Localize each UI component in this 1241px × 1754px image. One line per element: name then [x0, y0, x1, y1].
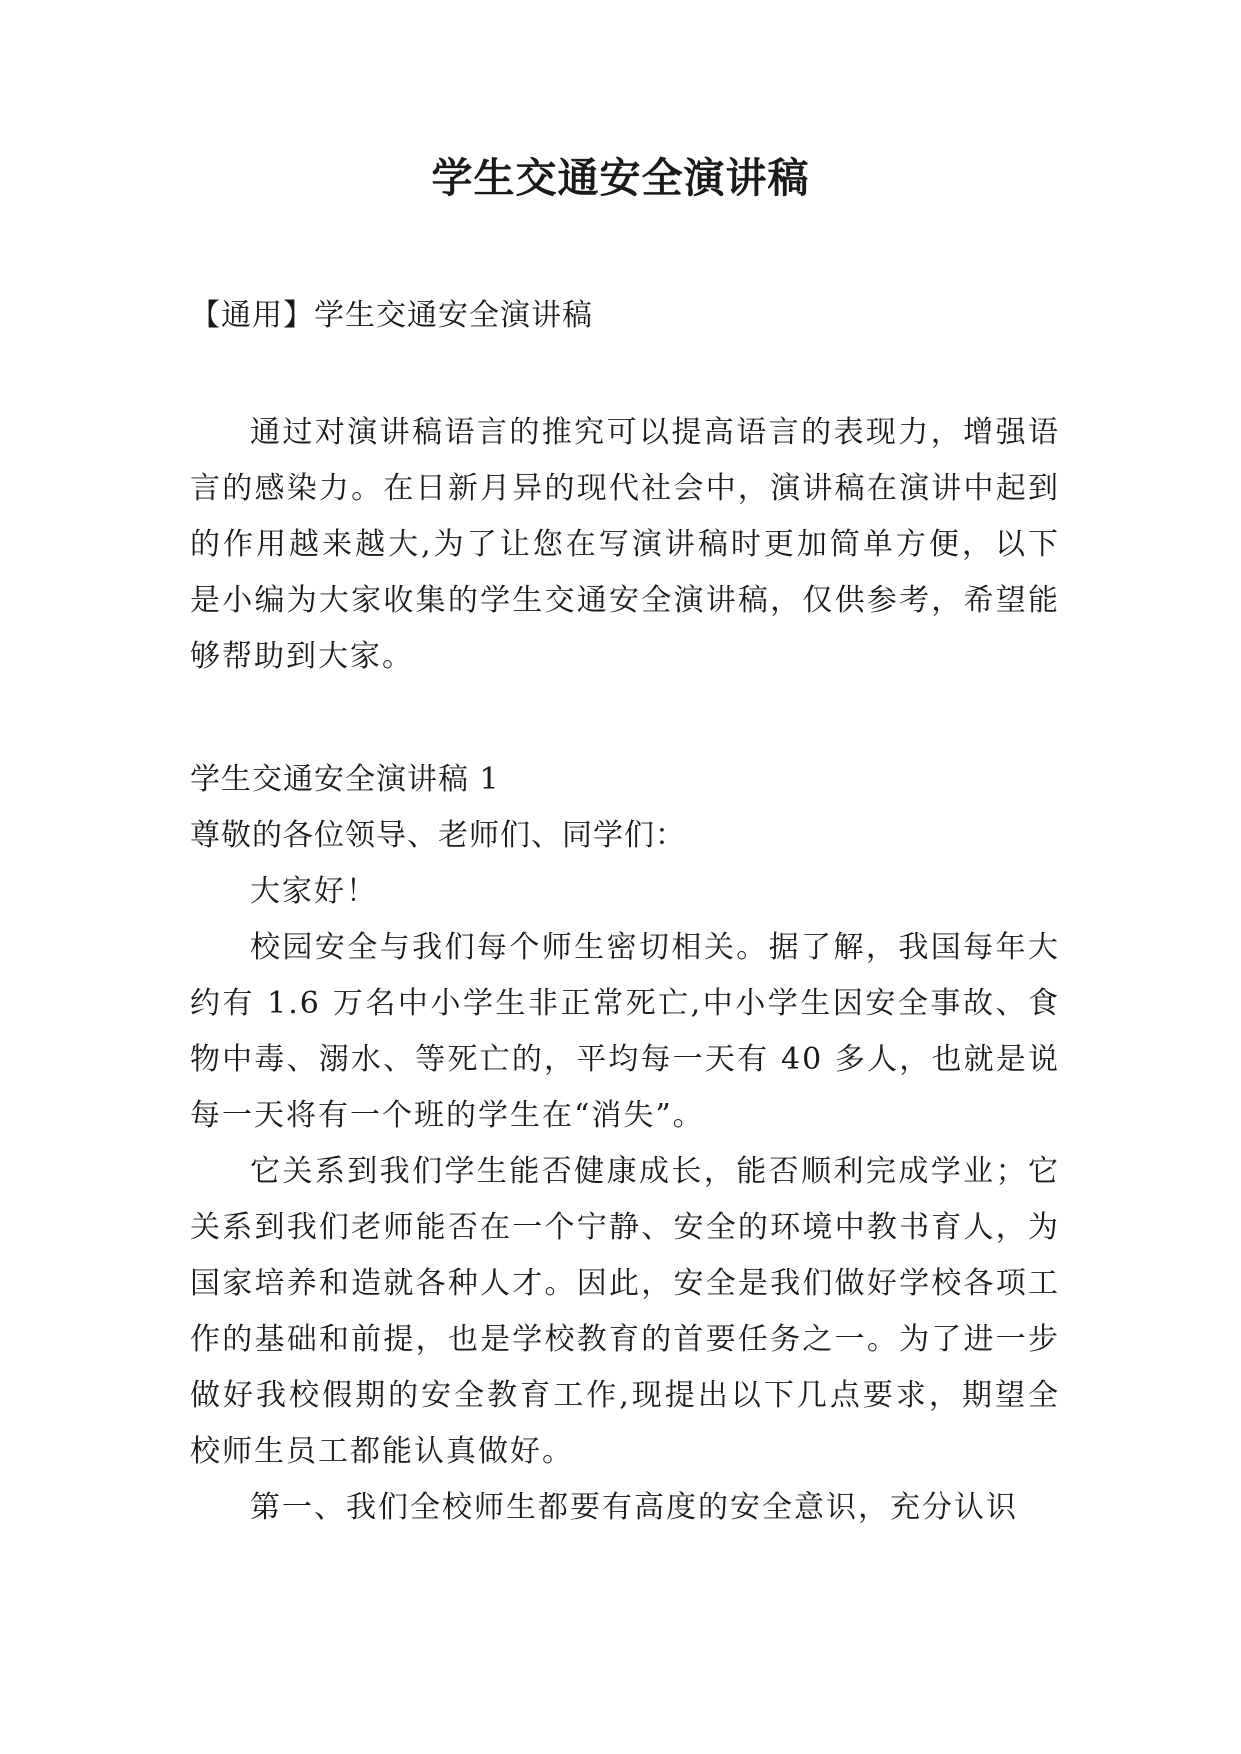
salutation: 尊敬的各位领导、老师们、同学们： — [190, 818, 686, 853]
document-subtitle: 【通用】学生交通安全演讲稿 — [190, 298, 593, 333]
document-title: 学生交通安全演讲稿 — [431, 154, 810, 202]
speech-content — [190, 752, 1060, 1536]
greeting-paragraph: 大家好！ — [250, 874, 378, 909]
body-paragraph: 校园安全与我们每个师生密切相关。据了解，我国每年大约有 1.6 万名中小学生非正常死亡,中小学生因安全事故、食物中毒、溺水、等死亡的，平均每一天有 40 多人，也就是说每一天将有一个班的学生在“消失”。 — [190, 930, 1060, 1133]
body-paragraph: 第一、我们全校师生都要有高度的安全意识，充分认识 — [250, 1490, 1018, 1525]
body-paragraph: 它关系到我们学生能否健康成长，能否顺利完成学业；它关系到我们老师能否在一个宁静、安全的环境中教书育人，为国家培养和造就各种人才。因此，安全是我们做好学校各项工作的基础和前提，也是学校教育的首要任务之一。为了进一步做好我校假期的安全教育工作,现提出以下几点要求，期望全校师生员工都能认真做好。 — [190, 1154, 1060, 1469]
speech-heading: 学生交通安全演讲稿 1 — [190, 762, 500, 797]
intro-paragraph: 通过对演讲稿语言的推究可以提高语言的表现力，增强语言的感染力。在日新月异的现代社会中，演讲稿在演讲中起到的作用越来越大,为了让您在写演讲稿时更加简单方便，以下是小编为大家收集的学生交通安全演讲稿，仅供参考，希望能够帮助到大家。 — [190, 415, 1060, 674]
